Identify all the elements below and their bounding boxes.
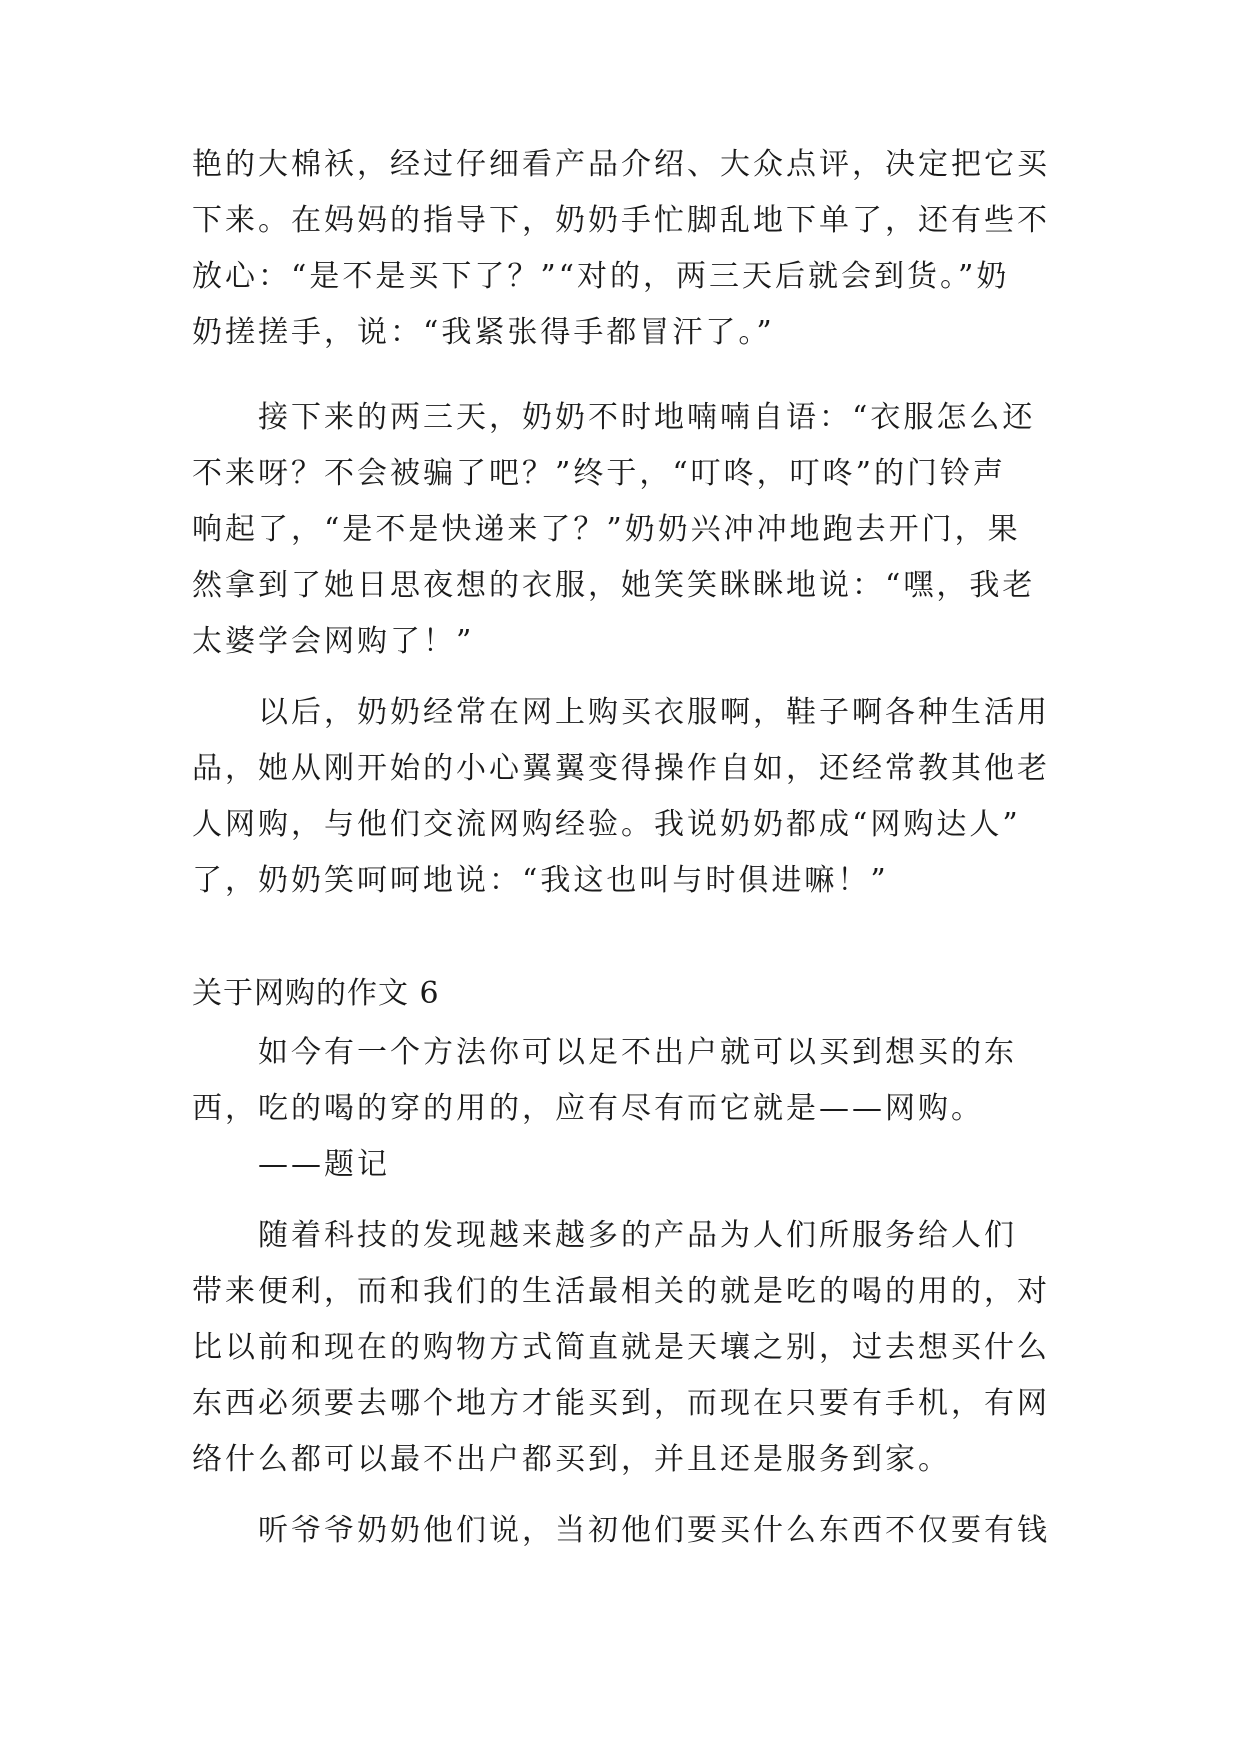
paragraph-line: 随着科技的发现越来越多的产品为人们所服务给人们 <box>258 1218 1017 1253</box>
paragraph-line: 品，她从刚开始的小心翼翼变得操作自如，还经常教其他老 <box>192 751 1050 786</box>
paragraph-line: 了，奶奶笑呵呵地说：“我这也叫与时俱进嘛！” <box>192 863 889 898</box>
section-title: 关于网购的作文 6 <box>192 976 440 1011</box>
paragraph-line: 比以前和现在的购物方式简直就是天壤之别，过去想买什么 <box>192 1330 1050 1365</box>
paragraph-line: 放心：“是不是买下了？”“对的，两三天后就会到货。”奶 <box>192 259 1010 294</box>
paragraph-line: 带来便利，而和我们的生活最相关的就是吃的喝的用的，对 <box>192 1274 1050 1309</box>
paragraph-line: 不来呀？不会被骗了吧？”终于，“叮咚，叮咚”的门铃声 <box>192 456 1007 491</box>
paragraph-line: 太婆学会网购了！” <box>192 624 475 659</box>
paragraph-line: 东西必须要去哪个地方才能买到，而现在只要有手机，有网 <box>192 1386 1050 1421</box>
paragraph-line: 下来。在妈妈的指导下，奶奶手忙脚乱地下单了，还有些不 <box>192 203 1050 238</box>
paragraph-line: 然拿到了她日思夜想的衣服，她笑笑眯眯地说：“嘿，我老 <box>192 568 1036 603</box>
paragraph-line: 西，吃的喝的穿的用的，应有尽有而它就是——网购。 <box>192 1091 984 1126</box>
paragraph-line: 如今有一个方法你可以足不出户就可以买到想买的东 <box>258 1035 1017 1070</box>
paragraph-line: 听爷爷奶奶他们说，当初他们要买什么东西不仅要有钱 <box>258 1513 1050 1548</box>
paragraph-line: 奶搓搓手，说：“我紧张得手都冒汗了。” <box>192 315 775 350</box>
paragraph-line: 接下来的两三天，奶奶不时地喃喃自语：“衣服怎么还 <box>258 400 1036 435</box>
paragraph-line: 络什么都可以最不出户都买到，并且还是服务到家。 <box>192 1442 951 1477</box>
paragraph-line: 响起了，“是不是快递来了？”奶奶兴冲冲地跑去开门，果 <box>192 512 1021 547</box>
paragraph-line: 人网购，与他们交流网购经验。我说奶奶都成“网购达人” <box>192 807 1021 842</box>
paragraph-line: 艳的大棉袄，经过仔细看产品介绍、大众点评，决定把它买 <box>192 147 1050 182</box>
paragraph-line: 以后，奶奶经常在网上购买衣服啊，鞋子啊各种生活用 <box>258 695 1050 730</box>
inscription-line: ——题记 <box>258 1147 390 1182</box>
